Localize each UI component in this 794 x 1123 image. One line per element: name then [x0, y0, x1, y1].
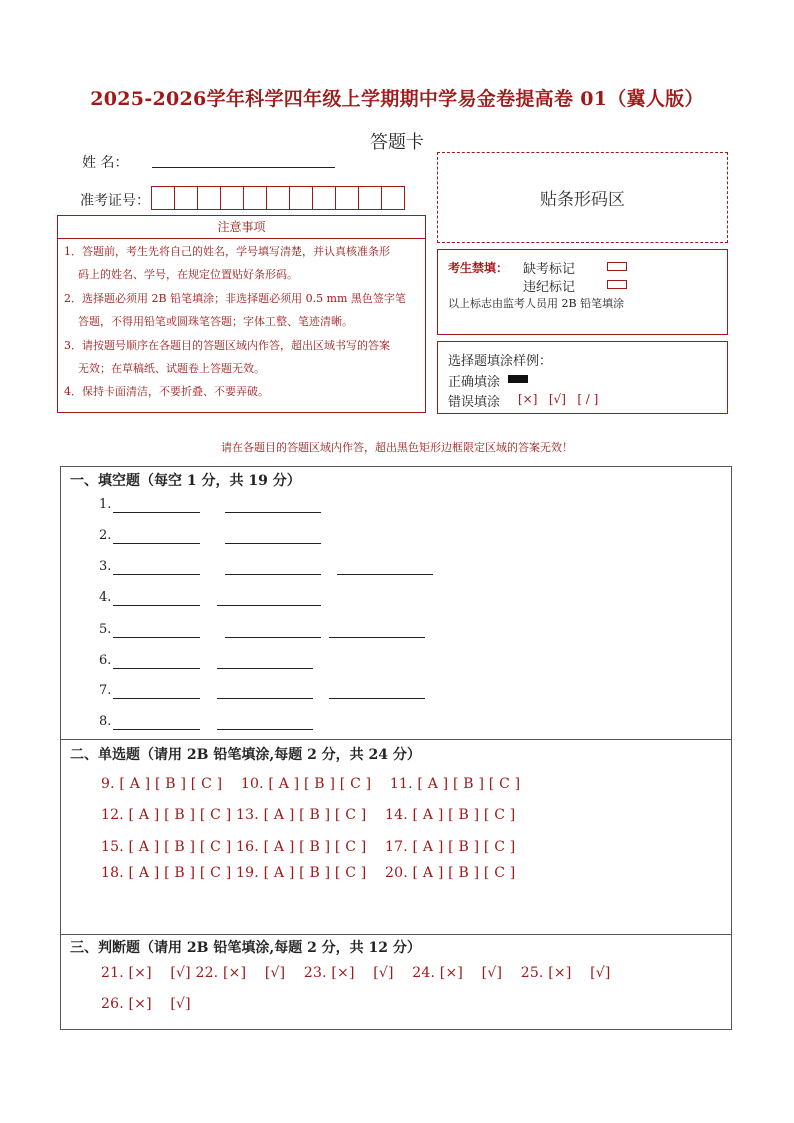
fill-question-number: 3. [99, 559, 112, 574]
judge-row[interactable]: 21. [×] [√] 22. [×] [√] 23. [×] [√] 24. [×] [√] 25. [×] [√] [101, 965, 611, 981]
choice-row[interactable]: 12. [ A ] [ B ] [ C ] 13. [ A ] [ B ] [ C ] 14. [ A ] [ B ] [ C ] [101, 807, 516, 823]
forbid-label: 考生禁填： [448, 261, 509, 275]
violation-mark-label: 违纪标记 [523, 280, 576, 295]
absent-mark-label: 缺考标记 [523, 262, 576, 277]
choice-row[interactable]: 18. [ A ] [ B ] [ C ] 19. [ A ] [ B ] [ C ] 20. [ A ] [ B ] [ C ] [101, 865, 516, 881]
name-field[interactable] [152, 166, 335, 168]
notice-item: 码上的姓名、学号，在规定位置贴好条形码。 [78, 268, 298, 281]
exam-number-box[interactable] [174, 186, 198, 210]
exam-number-box[interactable] [289, 186, 313, 210]
answer-blank[interactable] [113, 604, 200, 606]
sample-heading: 选择题填涂样例： [448, 354, 553, 369]
fill-question-number: 1. [99, 497, 112, 512]
exam-number-box[interactable] [266, 186, 290, 210]
exam-number-box[interactable] [151, 186, 175, 210]
fill-question-number: 7. [99, 683, 112, 698]
section2-heading: 二、单选题（请用 2B 铅笔填涂,每题 2 分，共 24 分） [70, 747, 421, 763]
notice-item: 2．选择题必须用 2B 铅笔填涂；非选择题必须用 0.5 mm 黑色签字笔 [64, 292, 406, 305]
exam-number-label: 准考证号： [80, 193, 150, 209]
answer-blank[interactable] [217, 667, 313, 669]
fill-question-number: 8. [99, 714, 112, 729]
choice-row[interactable]: 15. [ A ] [ B ] [ C ] 16. [ A ] [ B ] [ C ] 17. [ A ] [ B ] [ C ] [101, 839, 516, 855]
fill-question-number: 4. [99, 590, 112, 605]
absent-mark-box[interactable] [607, 262, 627, 271]
exam-number-boxes[interactable] [151, 186, 404, 210]
answer-blank[interactable] [217, 604, 321, 606]
answer-sheet-subtitle: 答题卡 [370, 132, 424, 153]
examiner-only-panel [437, 249, 728, 335]
forbid-note: 以上标志由监考人员用 2B 铅笔填涂 [448, 297, 625, 310]
notice-item: 1．答题前，考生先将自己的姓名，学号填写清楚，并认真核准条形 [64, 245, 390, 258]
barcode-label: 贴条形码区 [540, 190, 625, 210]
section3-heading: 三、判断题（请用 2B 铅笔填涂,每题 2 分，共 12 分） [70, 940, 421, 956]
exam-number-box[interactable] [335, 186, 359, 210]
answer-area [60, 466, 732, 1030]
exam-number-box[interactable] [381, 186, 405, 210]
page-title: 2025-2026学年科学四年级上学期期中学易金卷提高卷 01（冀人版） [90, 88, 704, 110]
notice-item: 无效；在草稿纸、试题卷上答题无效。 [78, 362, 265, 375]
correct-fill-label: 正确填涂 [448, 375, 501, 390]
answer-blank[interactable] [225, 636, 321, 638]
answer-blank[interactable] [113, 636, 200, 638]
answer-blank[interactable] [329, 697, 425, 699]
violation-mark-box[interactable] [607, 280, 627, 289]
correct-fill-swatch [508, 375, 528, 383]
notice-item: 4．保持卡面清洁，不要折叠、不要弄破。 [64, 385, 269, 398]
answer-blank[interactable] [113, 573, 200, 575]
section-divider [61, 739, 731, 740]
judge-row[interactable]: 26. [×] [√] [101, 996, 191, 1012]
fill-question-number: 6. [99, 653, 112, 668]
answer-blank[interactable] [225, 511, 321, 513]
wrong-fill-label: 错误填涂 [448, 395, 501, 410]
notice-panel [57, 215, 426, 413]
fill-question-number: 5. [99, 622, 112, 637]
exam-number-box[interactable] [243, 186, 267, 210]
answer-blank[interactable] [225, 573, 321, 575]
fill-question-number: 2. [99, 528, 112, 543]
exam-number-box[interactable] [358, 186, 382, 210]
answer-blank[interactable] [225, 542, 321, 544]
exam-number-box[interactable] [220, 186, 244, 210]
answer-blank[interactable] [113, 667, 200, 669]
notice-item: 答题，不得用铅笔或圆珠笔答题；字体工整、笔迹清晰。 [78, 315, 353, 328]
fill-sample-panel [437, 341, 728, 414]
answer-blank[interactable] [113, 728, 200, 730]
notice-item: 3．请按题号顺序在各题目的答题区域内作答，超出区域书写的答案 [64, 339, 390, 352]
answer-blank[interactable] [217, 697, 313, 699]
exam-number-box[interactable] [312, 186, 336, 210]
wrong-fill-marks: [×] [√] [ / ] [518, 392, 599, 406]
section-divider [61, 934, 731, 935]
choice-row[interactable]: 9. [ A ] [ B ] [ C ] 10. [ A ] [ B ] [ C ] 11. [ A ] [ B ] [ C ] [101, 776, 521, 792]
answer-area-warning: 请在各题目的答题区域内作答，超出黑色矩形边框限定区域的答案无效！ [221, 441, 573, 454]
barcode-area [437, 152, 728, 243]
notice-heading: 注意事项 [58, 216, 425, 239]
answer-blank[interactable] [217, 728, 313, 730]
section1-heading: 一、填空题（每空 1 分，共 19 分） [70, 473, 301, 489]
exam-number-box[interactable] [197, 186, 221, 210]
answer-blank[interactable] [113, 542, 200, 544]
answer-blank[interactable] [113, 697, 200, 699]
name-label: 姓 名： [82, 155, 129, 171]
answer-blank[interactable] [329, 636, 425, 638]
answer-blank[interactable] [113, 511, 200, 513]
answer-blank[interactable] [337, 573, 433, 575]
